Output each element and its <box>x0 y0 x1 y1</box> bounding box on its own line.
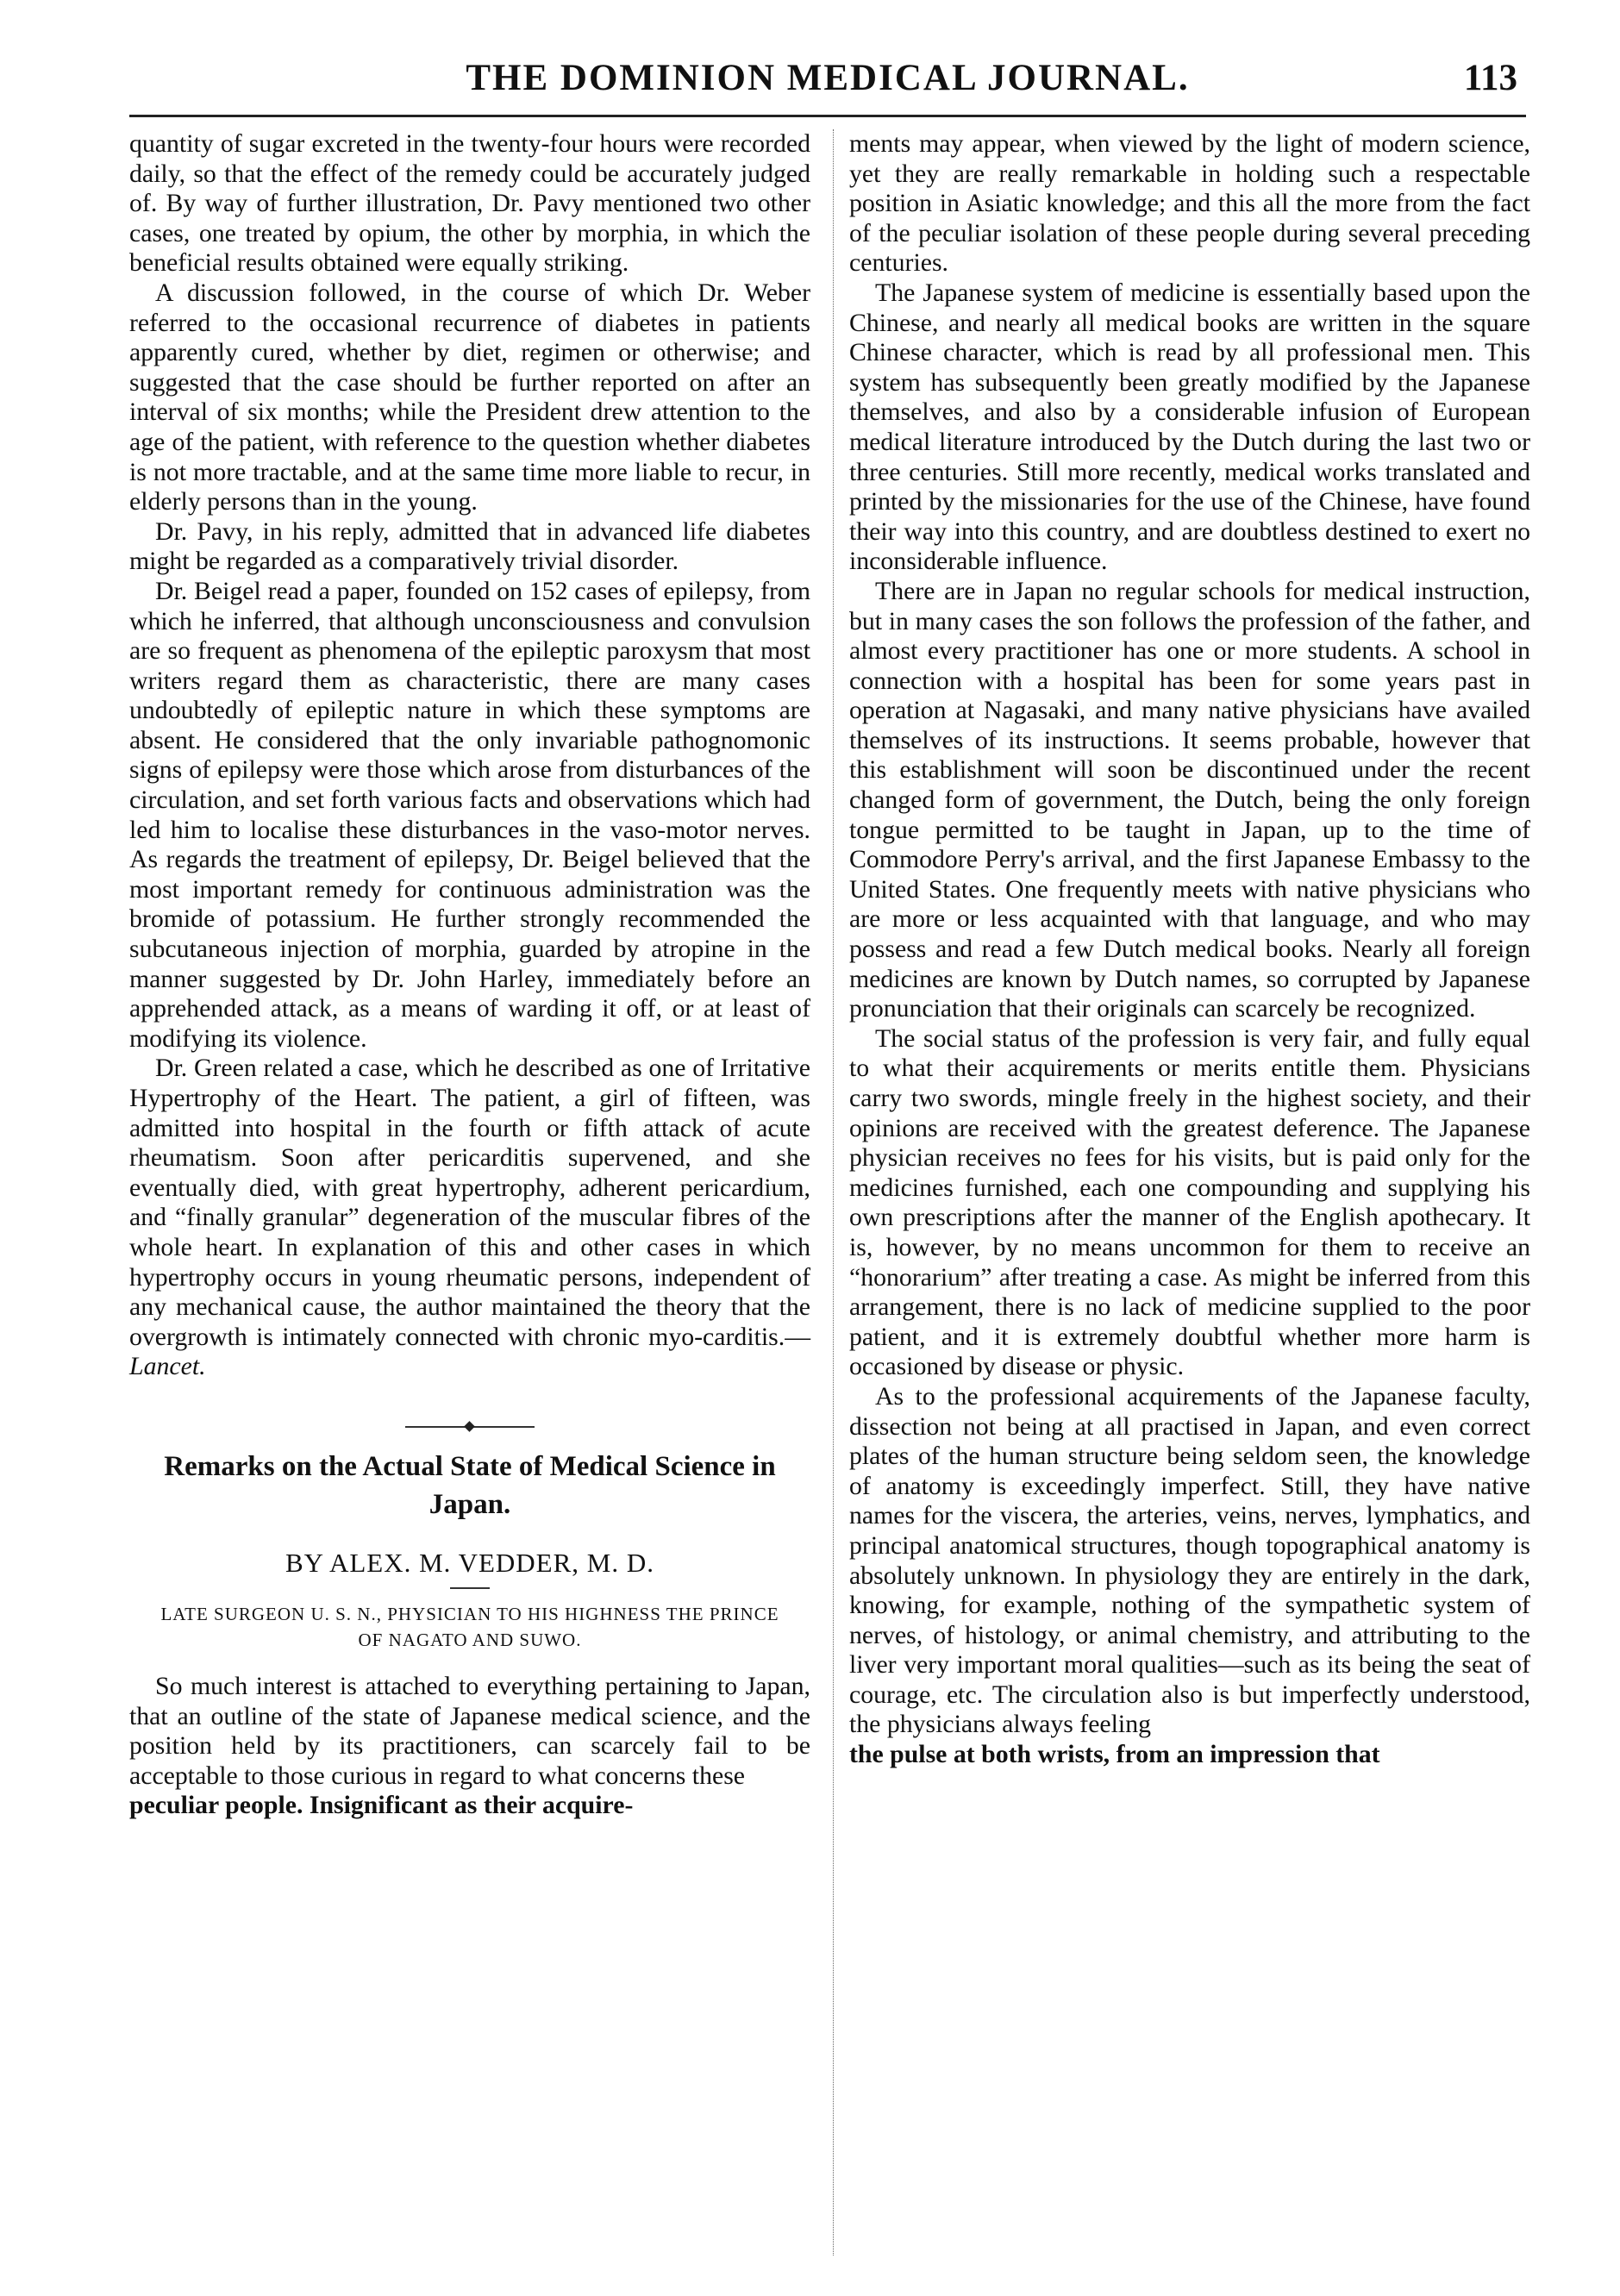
page-header <box>129 48 1526 117</box>
header-rule <box>129 115 1526 117</box>
paragraph-pavy-continued: quantity of sugar excreted in the twenty-four hours were recorded daily, so that the effect of the remedy could be accurately judged of. By way of further illustration, Dr. Pavy mentioned two other cases, one treated by opium, the other by morphia, in which the beneficial results obtained were equally striking. <box>129 129 810 278</box>
author-credentials: LATE SURGEON U. S. N., PHYSICIAN TO HIS HIGHNESS THE PRINCE OF NAGATO AND SUWO. <box>160 1603 779 1650</box>
paragraph-pavy-reply: Dr. Pavy, in his reply, admitted that in advanced life diabetes might be regarded as a comparatively trivial disorder. <box>129 516 810 576</box>
paragraph-japanese-system: The Japanese system of medicine is essentially based upon the Chinese, and nearly all medical books are written in the square Chinese character, which is read by all professional men. This system has subsequently been greatly modified by the Japanese themselves, and also by a considerable infusion of European medical literature introduced by the Dutch during the last two or three centuries. Still more recently, medical works translated and printed by the missionaries for the use of the Chinese, have found their way into this country, and are doubtless destined to exert no inconsiderable influence. <box>849 278 1530 576</box>
page-number: 113 <box>1463 58 1517 98</box>
section-ornament <box>405 1422 535 1432</box>
paragraph-professional-acquirements: As to the professional acquirements of the Japanese faculty, dissection not being at all practised in Japan, and even correct plates of the human structure being seldom seen, the knowledge of anatomy is exceedingly imperfect. Still, they have native names for the viscera, the arteries, veins, nerves, lymphatics, and principal anatomical structures, though topographical anatomy is absolutely unknown. In physiology they are entirely in the dark, knowing, for example, nothing of the sympathetic system of nerves, of histology, or animal chemistry, and attributing to the liver very important moral qualities—such as its being the seat of courage, etc. The circulation also is but imperfectly understood, the physicians always feeling <box>849 1381 1530 1739</box>
right-column <box>849 129 1530 1770</box>
paragraph-pulse-tail: the pulse at both wrists, from an impression that <box>849 1740 1380 1769</box>
article-title: Remarks on the Actual State of Medical Science in Japan. <box>164 1450 776 1520</box>
green-paragraph-text: Dr. Green related a case, which he described as one of Irritative Hypertrophy of the Heart. The patient, a girl of fifteen, was admitted into hospital in the fourth or fifth attack of acute rheumatism. Soon after pericarditis supervened, and she eventually died, with great hypertrophy, adherent pericardium, and “finally granular” degeneration of the muscular fibres of the whole heart. In explanation of this and other cases in which hypertrophy occurs in young rheumatic persons, independent of any mechanical cause, the author maintained the theory that the overgrowth is intimately connected with chronic myo-carditis.— <box>129 1054 810 1351</box>
paragraph-japan-intro: So much interest is attached to everything pertaining to Japan, that an outline of the state of Japanese medical science, and the position held by its practitioners, can scarcely fail to be acceptable to those curious in regard to what concerns these <box>129 1671 810 1790</box>
paragraph-social-status: The social status of the profession is very fair, and fully equal to what their acquirements or merits entitle them. Physicians carry two swords, mingle freely in the highest society, and their opinions are received with the greatest deference. The Japanese physician receives no fees for his visits, but is paid only for the medicines furnished, each one compounding and supplying his own prescriptions after the manner of the English apothecary. It is, however, by no means uncommon for them to receive an “honorarium” after treating a case. As might be inferred from this arrangement, there is no lack of medicine supplied to the poor patient, and it is extremely doubtful whether more harm is occasioned by disease or physic. <box>849 1023 1530 1381</box>
paragraph-japan-intro-tail: peculiar people. Insignificant as their acquire- <box>129 1791 634 1820</box>
column-divider <box>833 129 834 2255</box>
paragraph-acquirements-continued: ments may appear, when viewed by the light of modern science, yet they are really remarkable in holding such a respectable position in Asiatic knowledge; and this all the more from the fact of the peculiar isolation of these people during several preceding centuries. <box>849 129 1530 278</box>
paragraph-schools: There are in Japan no regular schools for medical instruction, but in many cases the son follows the profession of the father, and almost every practitioner has one or more students. A school in connection with a hospital has been for some years past in operation at Nagasaki, and many native physicians have availed themselves of its instructions. It seems probable, however that this establishment will soon be discontinued under the recent changed form of government, the Dutch, being the only foreign tongue permitted to be taught in Japan, up to the time of Commodore Perry's arrival, and the first Japanese Embassy to the United States. One frequently meets with native physicians who are more or less acquainted with that language, and who may possess and read a few Dutch medical books. Nearly all foreign medicines are known by Dutch names, so corrupted by Japanese pronunciation that their originals can scarcely be recognized. <box>849 576 1530 1023</box>
byline-rule <box>450 1587 490 1589</box>
paragraph-green-hypertrophy <box>129 1054 810 1382</box>
source-lancet: Lancet. <box>129 1352 206 1381</box>
running-title: THE DOMINION MEDICAL JOURNAL. <box>466 58 1190 98</box>
paragraph-beigel-epilepsy: Dr. Beigel read a paper, founded on 152 cases of epilepsy, from which he inferred, that although unconsciousness and convulsion are so frequent as phenomena of the epileptic paroxysm that most writers regard them as characteristic, there are many cases undoubtedly of epileptic nature in which these symptoms are absent. He considered that the only invariable pathognomonic signs of epilepsy were those which arose from disturbances of the circulation, and set forth various facts and observations which had led him to localise these disturbances in the vaso-motor nerves. As regards the treatment of epilepsy, Dr. Beigel believed that the most important remedy for continuous administration was the bromide of potassium. He further strongly recommended the subcutaneous injection of morphia, guarded by atropine in the manner suggested by Dr. John Harley, immediately before an apprehended attack, as a means of warding it off, or at least of modifying its violence. <box>129 576 810 1053</box>
left-column <box>129 129 810 1821</box>
paragraph-discussion: A discussion followed, in the course of which Dr. Weber referred to the occasional recurrence of diabetes in patients apparently cured, whether by diet, regimen or otherwise; and suggested that the case should be further reported on after an interval of six months; while the President drew attention to the age of the patient, with reference to the question whether diabetes is not more tractable, and at the same time more liable to recur, in elderly persons than in the young. <box>129 278 810 516</box>
ornament-diamond <box>464 1421 475 1432</box>
author-byline: BY ALEX. M. VEDDER, M. D. <box>285 1547 654 1578</box>
